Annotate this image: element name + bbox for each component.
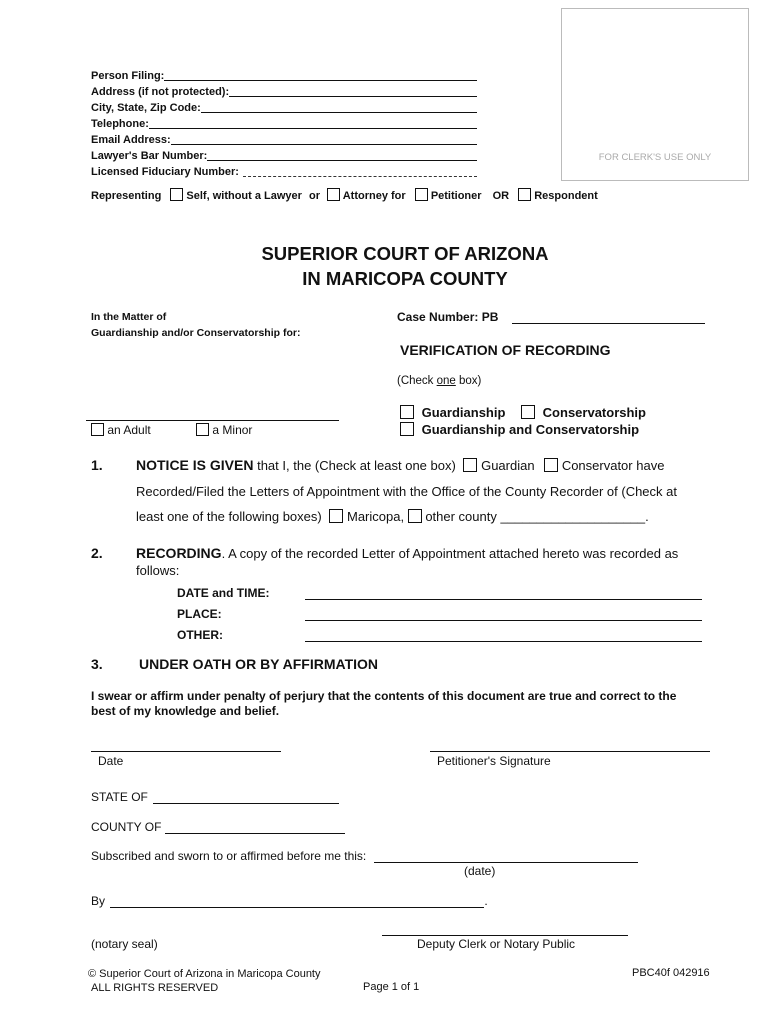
court-title [0,241,770,291]
county-of-field[interactable] [165,821,345,834]
by-row: By . [91,894,488,908]
or-upper-label: OR [492,190,510,202]
county-of-row [91,820,345,834]
guardian-label: Guardian [481,458,535,473]
minor-checkbox[interactable] [196,423,209,436]
city-state-zip-row[interactable] [91,100,477,116]
matter-line2: Guardianship and/or Conservatorship for: [91,327,301,339]
notary-seal-label: (notary seal) [91,937,158,951]
form-id: PBC40f 042916 [632,967,710,979]
attorney-label: Attorney for [342,190,406,202]
fiduciary-number-label: Licensed Fiduciary Number: [91,166,239,178]
email-field[interactable] [171,132,477,145]
footer-left [88,967,321,995]
telephone-row[interactable] [91,116,477,132]
section-2-heading: RECORDING [136,545,222,561]
conservatorship-label: Conservatorship [542,405,646,420]
bar-number-label: Lawyer's Bar Number: [91,150,208,162]
county-of-label: COUNTY OF [91,820,162,834]
state-of-label: STATE OF [91,790,148,804]
person-filing-label: Person Filing: [91,70,165,82]
type-row-1 [400,405,646,420]
email-label: Email Address: [91,134,171,146]
respondent-checkbox[interactable] [518,188,531,201]
or-label: or [309,190,321,202]
other-county-field[interactable]: ____________________. [500,509,649,524]
case-number-label: Case Number: PB [397,310,499,324]
conservator-checkbox[interactable] [544,458,558,472]
fiduciary-number-field[interactable] [243,164,477,177]
matter-block [91,309,300,341]
subscribed-row [91,849,638,863]
maricopa-checkbox[interactable] [329,509,343,523]
date-signature-field[interactable] [91,740,281,752]
person-filing-field[interactable] [164,68,477,81]
section-3-heading: UNDER OATH OR BY AFFIRMATION [139,656,379,672]
case-number-field[interactable] [512,311,705,324]
bar-number-field[interactable] [207,148,477,161]
other-county-label: other county [425,509,497,524]
court-title-line2: IN MARICOPA COUNTY [302,268,508,289]
maricopa-label: Maricopa, [346,509,405,524]
other-county-checkbox[interactable] [408,509,422,523]
place-label: PLACE: [177,607,222,621]
section-2-line2: follows: [136,563,180,578]
attorney-checkbox[interactable] [327,188,340,201]
case-number-row [397,310,705,324]
section-1-number: 1. [91,457,103,473]
address-field[interactable] [229,84,477,97]
clerk-use-label: FOR CLERK'S USE ONLY [598,152,712,163]
telephone-label: Telephone: [91,118,149,130]
person-filing-row[interactable] [91,68,477,84]
fiduciary-number-row[interactable] [91,164,477,180]
email-row[interactable] [91,132,477,148]
date-time-label: DATE and TIME: [177,586,270,600]
adult-checkbox[interactable] [91,423,104,436]
self-checkbox[interactable] [170,188,183,201]
guardianship-label: Guardianship [421,405,506,420]
section-1-line3: least one of the following boxes) Maricopa, other county ____________________. [136,509,649,524]
deputy-signature-field[interactable] [382,925,628,936]
guardianship-checkbox[interactable] [400,405,414,419]
city-state-zip-field[interactable] [201,100,477,113]
state-of-field[interactable] [153,791,339,804]
section-1-line2: Recorded/Filed the Letters of Appointment with the Office of the County Recorder of (Check at [136,484,677,499]
rights-text: ALL RIGHTS RESERVED [91,982,219,994]
date-time-field[interactable] [305,588,702,600]
document-title: VERIFICATION OF RECORDING [400,342,611,358]
petitioner-signature-label: Petitioner's Signature [437,754,551,768]
state-of-row [91,790,339,804]
conservatorship-checkbox[interactable] [521,405,535,419]
oath-text: I swear or affirm under penalty of perjury that the contents of this document are true and correct to the best of my knowledge and belief. [91,689,677,718]
filer-info [91,68,477,180]
date-signature-label: Date [98,754,124,768]
by-field[interactable] [110,895,484,908]
respondent-label: Respondent [534,190,598,202]
guardian-checkbox[interactable] [463,458,477,472]
date-note: (date) [464,864,496,878]
check-one-underline: one [436,375,456,387]
deputy-label: Deputy Clerk or Notary Public [417,937,576,951]
address-label: Address (if not protected): [91,86,230,98]
copyright-text: © Superior Court of Arizona in Maricopa County [88,968,321,980]
adult-label: an Adult [107,423,151,437]
petitioner-checkbox[interactable] [415,188,428,201]
self-label: Self, without a Lawyer [186,190,302,202]
petitioner-label: Petitioner [430,190,482,202]
place-field[interactable] [305,609,702,621]
section-2-number: 2. [91,545,103,561]
bar-number-row[interactable] [91,148,477,164]
representing-row [91,188,598,202]
city-state-zip-label: City, State, Zip Code: [91,102,201,114]
section-1-line1: NOTICE IS GIVEN that I, the (Check at least one box) Guardian Conservator have [136,457,665,473]
other-label: OTHER: [177,628,223,642]
address-row[interactable] [91,84,477,100]
both-label: Guardianship and Conservatorship [421,422,640,437]
petitioner-signature-field[interactable] [430,740,710,752]
telephone-field[interactable] [149,116,477,129]
court-title-line1: SUPERIOR COURT OF ARIZONA [261,243,549,264]
check-one-note: (Check one box) [397,375,482,387]
section-1-heading: NOTICE IS GIVEN [136,457,254,473]
by-label: By [91,894,106,908]
type-row-2 [400,422,639,437]
conservator-label: Conservator have [561,458,665,473]
ward-name-field[interactable] [86,408,339,421]
clerk-use-box [561,8,749,181]
both-checkbox[interactable] [400,422,414,436]
minor-label: a Minor [212,423,253,437]
subscribed-date-field[interactable] [374,850,638,863]
page-number: Page 1 of 1 [363,981,420,993]
subscribed-label: Subscribed and sworn to or affirmed before me this: [91,849,367,863]
other-field[interactable] [305,630,702,642]
representing-label: Representing [91,190,162,202]
section-3-number: 3. [91,656,103,672]
section-2-line1: RECORDING. A copy of the recorded Letter of Appointment attached hereto was recorded as [136,545,679,561]
ward-type-row [91,423,252,437]
matter-line1: In the Matter of [91,311,167,323]
